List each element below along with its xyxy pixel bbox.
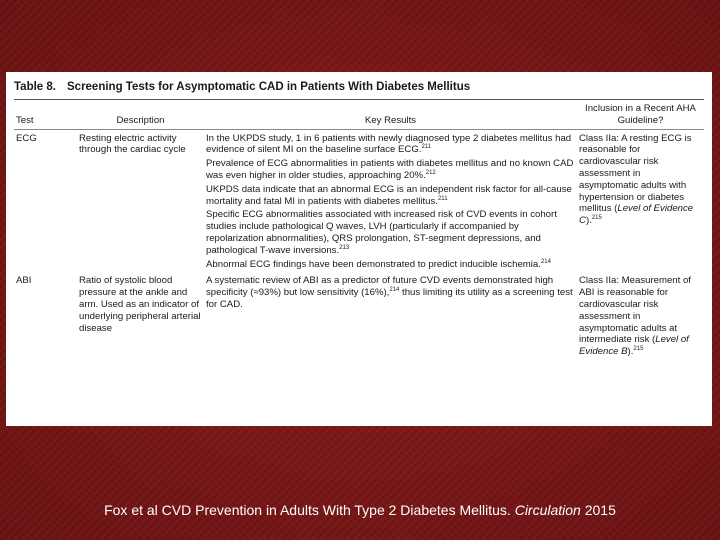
cell-key-results [204,129,577,272]
caption-citation: Fox et al CVD Prevention in Adults With Type 2 Diabetes Mellitus. [104,502,511,518]
cell-key-results [204,272,577,358]
header-description: Description [77,100,204,129]
header-test: Test [14,100,77,129]
result-item: Abnormal ECG findings have been demonstrated to predict inducible ischemia.$^{214}$ [206,258,551,270]
result-item: Prevalence of ECG abnormalities in patients with diabetes mellitus and no known CAD was even higher in older studies, approaching 20%.$^{212}$ [206,158,574,181]
cell-inclusion: Class IIa: A resting ECG is reasonable for cardiovascular risk assessment in asymptomatic adults with hypertension or diabetes mellitus (Level of Evidence C).$^{215}$ [579,132,694,227]
caption-year: 2015 [584,502,616,518]
table-row-abi [14,272,704,358]
screening-table [14,100,704,358]
result-item: A systematic review of ABI as a predictor of future CVD events demonstrated high specificity (≈93%) but low sensitivity (16%),$^{214}$ thus limiting its utility as a screening test for CAD. [206,275,573,310]
slide-caption [0,502,720,518]
header-inclusion: Inclusion in a Recent AHA Guideline? [577,100,704,129]
table-number: Table 8. [14,81,56,93]
result-item: UKPDS data indicate that an abnormal ECG is an independent risk factor for all-cause mortality and fatal MI in patients with diabetes mellitus.$^{211}$ [206,183,572,207]
table-row-ecg [14,129,704,272]
result-item: Specific ECG abnormalities associated with increased risk of CVD events in cohort studies include pathological Q waves, LVH (particularly if accompanied by repolarization abnormalities), QRS prolongation, ST-segment depressions, and pathological T-wave inversions.$^{213}$ [206,209,557,256]
cell-test: ABI [16,275,32,287]
table-title-text: Screening Tests for Asymptomatic CAD in Patients With Diabetes Mellitus [67,81,471,93]
table-title [14,79,704,95]
cell-description: Resting electric activity through the cardiac cycle [79,132,186,156]
table-image [6,72,712,426]
header-key-results: Key Results [204,100,577,129]
result-item: In the UKPDS study, 1 in 6 patients with newly diagnosed type 2 diabetes mellitus had evidence of silent MI on the baseline surface ECG.$^{211}$ [206,132,572,156]
cell-test: ECG [16,132,37,144]
cell-inclusion: Class IIa: Measurement of ABI is reasonable for cardiovascular risk assessment in asymptomatic adults at intermediate risk (Level of Evidence B).$^{215}$ [579,275,691,358]
table-header-row [14,100,704,129]
caption-journal: Circulation [514,502,581,518]
cell-description: Ratio of systolic blood pressure at the ankle and arm. Used as an indicator of underlying peripheral arterial disease [79,275,201,334]
